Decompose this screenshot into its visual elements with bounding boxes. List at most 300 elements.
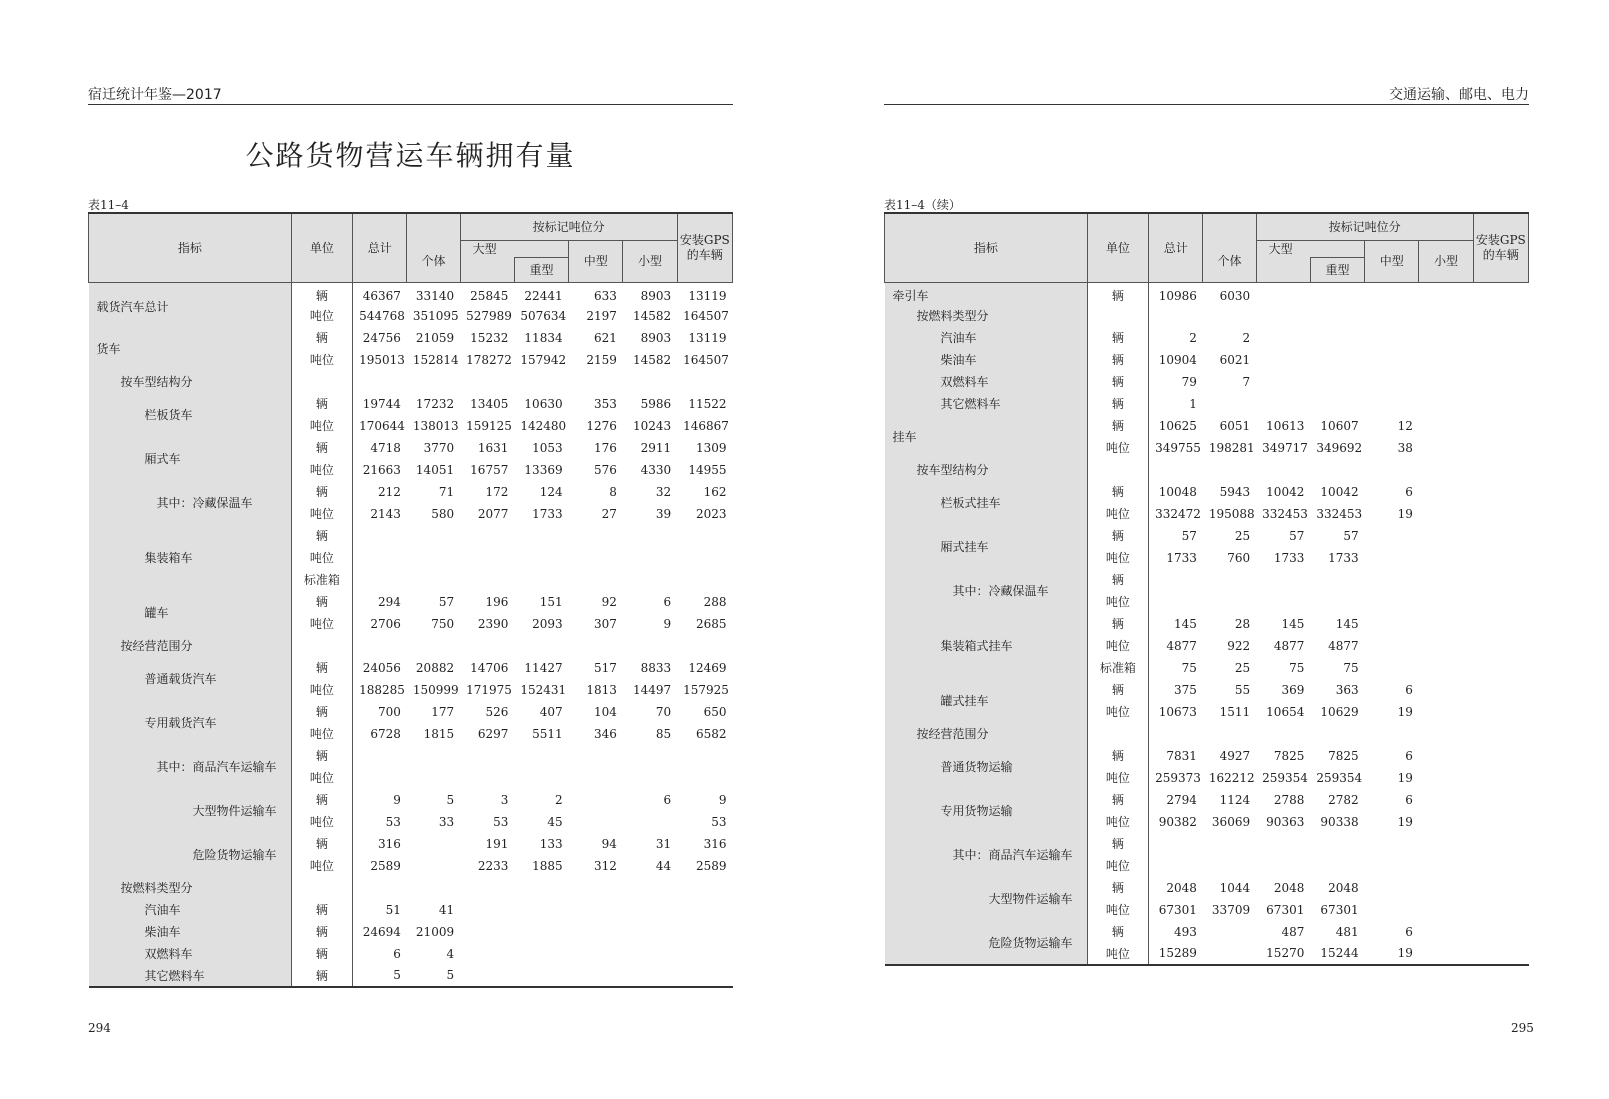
header-unit: 单位: [291, 213, 352, 283]
header-heavy: 重型: [514, 258, 568, 283]
table-row: [89, 745, 733, 767]
unit-cell: 辆: [1087, 569, 1148, 591]
value-cell: 10654: [1266, 704, 1305, 719]
value-cell: [623, 943, 677, 965]
value-cell: 1733: [1166, 550, 1197, 565]
value-cell: 507634: [520, 308, 567, 323]
value-cell: 17232: [415, 396, 455, 411]
value-cell: [1365, 459, 1419, 481]
unit-cell: 吨位: [291, 811, 352, 833]
value-cell: [1419, 635, 1473, 657]
value-cell: [353, 767, 407, 789]
value-cell: 760: [1227, 550, 1251, 565]
value-cell: 11834: [524, 330, 563, 345]
unit-cell: 辆: [291, 745, 352, 767]
value-cell: [353, 745, 407, 767]
value-cell: 2589: [695, 858, 727, 873]
table-row: [885, 921, 1529, 943]
table-row: [885, 327, 1529, 349]
unit-cell: 吨位: [291, 723, 352, 745]
value-cell: 1733: [1328, 550, 1359, 565]
unit-cell: 吨位: [1087, 701, 1148, 723]
value-cell: [623, 371, 677, 393]
value-cell: [407, 569, 460, 591]
value-cell: 576: [593, 462, 617, 477]
value-cell: 53: [711, 814, 727, 829]
value-cell: [1310, 283, 1364, 305]
value-cell: [1419, 283, 1473, 305]
value-cell: 172: [485, 484, 509, 499]
value-cell: 41: [438, 902, 455, 917]
value-cell: [677, 921, 732, 943]
header-individual: 个体: [1203, 241, 1256, 283]
unit-cell: 吨位: [291, 349, 352, 371]
value-cell: [1419, 877, 1473, 899]
table-row: [89, 327, 733, 349]
value-cell: [569, 635, 623, 657]
unit-cell: 辆: [291, 437, 352, 459]
value-cell: 346: [593, 726, 617, 741]
value-cell: 10243: [632, 418, 672, 433]
value-cell: 15289: [1158, 946, 1197, 960]
value-cell: [623, 767, 677, 789]
value-cell: 1124: [1219, 792, 1251, 807]
value-cell: [1419, 525, 1473, 547]
value-cell: 25845: [470, 288, 509, 303]
indicator-cell: 按经营范围分: [89, 635, 292, 657]
table-row: [885, 789, 1529, 811]
value-cell: [353, 635, 407, 657]
table-row: [89, 481, 733, 503]
value-cell: 5511: [532, 726, 563, 741]
value-cell: 57: [1181, 528, 1197, 543]
value-cell: 57: [1289, 528, 1305, 543]
value-cell: [1256, 393, 1310, 415]
table-row: [89, 833, 733, 855]
value-cell: 2794: [1166, 792, 1197, 807]
value-cell: 152814: [412, 352, 459, 367]
unit-cell: 辆: [291, 789, 352, 811]
indicator-cell: 罐式挂车: [885, 679, 1088, 723]
indicator-cell: 汽油车: [885, 327, 1088, 349]
value-cell: 3: [500, 792, 509, 807]
unit-cell: 辆: [1087, 371, 1148, 393]
value-cell: 27: [601, 506, 617, 521]
value-cell: [460, 371, 514, 393]
value-cell: [1473, 547, 1528, 569]
value-cell: 580: [431, 506, 455, 521]
value-cell: [514, 745, 568, 767]
value-cell: [1365, 635, 1419, 657]
header-large: 大型: [1256, 241, 1365, 258]
table-row: [89, 591, 733, 613]
value-cell: [1419, 349, 1473, 371]
value-cell: 4: [446, 946, 455, 961]
unit-cell: 辆: [1087, 921, 1148, 943]
value-cell: 191: [485, 836, 509, 851]
value-cell: [1149, 855, 1203, 877]
value-cell: [1149, 459, 1203, 481]
value-cell: 6: [1405, 748, 1413, 763]
value-cell: 195013: [359, 352, 405, 367]
value-cell: 162: [703, 484, 727, 499]
unit-cell: 辆: [291, 393, 352, 415]
value-cell: 2911: [640, 440, 672, 455]
header-small: 小型: [1419, 241, 1473, 283]
value-cell: [1419, 921, 1473, 943]
value-cell: [460, 525, 514, 547]
value-cell: 19: [1397, 770, 1413, 785]
value-cell: 7825: [1328, 748, 1359, 763]
value-cell: 294: [377, 594, 401, 609]
table-row: [89, 701, 733, 723]
value-cell: 145: [1173, 616, 1197, 631]
value-cell: 5986: [640, 396, 672, 411]
value-cell: 1733: [1273, 550, 1305, 565]
value-cell: [1365, 569, 1419, 591]
value-cell: [1419, 767, 1473, 789]
unit-cell: [291, 371, 352, 393]
value-cell: 2685: [695, 616, 727, 631]
value-cell: 6: [393, 946, 401, 961]
value-cell: [1256, 855, 1310, 877]
value-cell: [1203, 569, 1256, 591]
value-cell: 20882: [415, 660, 455, 675]
unit-cell: 辆: [291, 899, 352, 921]
value-cell: 13119: [688, 288, 727, 303]
value-cell: 2197: [586, 308, 617, 323]
value-cell: 164507: [683, 308, 729, 323]
table-row: [885, 459, 1529, 481]
value-cell: [1473, 327, 1528, 349]
value-cell: 6: [1405, 792, 1413, 807]
indicator-cell: 专用载货汽车: [89, 701, 292, 745]
indicator-cell: 集装箱车: [89, 525, 292, 591]
value-cell: 922: [1227, 638, 1251, 653]
value-cell: [1473, 789, 1528, 811]
value-cell: 151: [539, 594, 563, 609]
indicator-cell: 按经营范围分: [885, 723, 1088, 745]
value-cell: 14706: [470, 660, 509, 675]
value-cell: 288: [703, 594, 727, 609]
unit-cell: 辆: [1087, 789, 1148, 811]
value-cell: [1310, 327, 1364, 349]
value-cell: [460, 899, 514, 921]
unit-cell: 吨位: [291, 547, 352, 569]
table-row: [89, 283, 733, 305]
value-cell: 6021: [1219, 352, 1251, 367]
value-cell: [1310, 569, 1364, 591]
unit-cell: 吨位: [1087, 855, 1148, 877]
value-cell: 8833: [640, 660, 672, 675]
value-cell: [1419, 745, 1473, 767]
value-cell: 4877: [1328, 638, 1359, 653]
value-cell: [1365, 525, 1419, 547]
value-cell: 15232: [470, 330, 509, 345]
value-cell: [1203, 833, 1256, 855]
value-cell: [1419, 437, 1473, 459]
value-cell: [569, 943, 623, 965]
table-row: [885, 349, 1529, 371]
value-cell: 6: [1405, 924, 1413, 939]
value-cell: 70: [655, 704, 672, 719]
value-cell: [407, 877, 460, 899]
value-cell: [1419, 393, 1473, 415]
indicator-cell: 按燃料类型分: [89, 877, 292, 899]
value-cell: [569, 789, 623, 811]
value-cell: [1473, 723, 1528, 745]
value-cell: 53: [385, 814, 401, 829]
value-cell: 124: [539, 484, 563, 499]
value-cell: [677, 635, 732, 657]
table-row: [89, 877, 733, 899]
value-cell: [514, 965, 568, 987]
value-cell: 14582: [632, 308, 672, 323]
value-cell: 25: [1234, 660, 1251, 675]
header-small: 小型: [623, 241, 677, 283]
unit-cell: 吨位: [1087, 767, 1148, 789]
value-cell: 10629: [1320, 704, 1359, 719]
value-cell: [1473, 459, 1528, 481]
value-cell: [407, 833, 460, 855]
value-cell: 188285: [359, 682, 405, 697]
value-cell: 2589: [370, 858, 401, 873]
value-cell: [623, 899, 677, 921]
indicator-cell: 其中：冷藏保温车: [885, 569, 1088, 613]
value-cell: 10630: [524, 396, 563, 411]
value-cell: [1419, 855, 1473, 877]
value-cell: [1473, 635, 1528, 657]
table-row: [885, 723, 1529, 745]
value-cell: [1473, 305, 1528, 327]
value-cell: 4718: [370, 440, 401, 455]
indicator-cell: 普通载货汽车: [89, 657, 292, 701]
value-cell: 19: [1397, 946, 1413, 960]
value-cell: [514, 943, 568, 965]
value-cell: 5: [446, 968, 455, 982]
value-cell: 1813: [586, 682, 617, 697]
value-cell: [569, 547, 623, 569]
value-cell: 1631: [477, 440, 509, 455]
value-cell: [1365, 371, 1419, 393]
value-cell: [1473, 283, 1528, 305]
value-cell: 146867: [683, 418, 729, 433]
value-cell: 700: [377, 704, 401, 719]
value-cell: 22441: [524, 288, 563, 303]
value-cell: [460, 965, 514, 987]
value-cell: 6: [1405, 484, 1413, 499]
value-cell: 1276: [586, 418, 617, 433]
value-cell: [1419, 547, 1473, 569]
unit-cell: 吨位: [291, 679, 352, 701]
value-cell: 6: [663, 594, 672, 609]
value-cell: [1473, 569, 1528, 591]
value-cell: 53: [493, 814, 509, 829]
value-cell: 316: [703, 836, 727, 851]
value-cell: 1309: [695, 440, 727, 455]
value-cell: 21663: [362, 462, 401, 477]
unit-cell: 吨位: [1087, 635, 1148, 657]
table-row: [89, 437, 733, 459]
value-cell: [1419, 723, 1473, 745]
value-cell: [1256, 283, 1310, 305]
value-cell: [1419, 811, 1473, 833]
value-cell: 33140: [415, 288, 455, 303]
value-cell: [569, 811, 623, 833]
header-total: 总计: [1149, 213, 1203, 283]
value-cell: [1419, 679, 1473, 701]
indicator-cell: 集装箱式挂车: [885, 613, 1088, 679]
indicator-cell: 挂车: [885, 415, 1088, 459]
table-row: [885, 569, 1529, 591]
value-cell: 316: [377, 836, 401, 851]
indicator-cell: 危险货物运输车: [89, 833, 292, 877]
value-cell: [460, 635, 514, 657]
value-cell: [1310, 305, 1364, 327]
unit-cell: 辆: [1087, 679, 1148, 701]
value-cell: 5: [393, 968, 401, 982]
unit-cell: 辆: [291, 327, 352, 349]
value-cell: 71: [438, 484, 455, 499]
value-cell: [1419, 657, 1473, 679]
table-body: [885, 283, 1529, 965]
value-cell: [677, 877, 732, 899]
value-cell: [569, 745, 623, 767]
value-cell: [1473, 591, 1528, 613]
value-cell: [353, 525, 407, 547]
value-cell: 152431: [520, 682, 567, 697]
unit-cell: 吨位: [1087, 811, 1148, 833]
value-cell: [677, 767, 732, 789]
header-by-tonnage: 按标记吨位分: [460, 213, 677, 241]
value-cell: 1511: [1219, 704, 1251, 719]
value-cell: 11427: [524, 660, 563, 675]
value-cell: 150999: [412, 682, 459, 697]
table-row: [89, 789, 733, 811]
value-cell: 9: [393, 792, 401, 807]
value-cell: 33: [438, 814, 455, 829]
value-cell: [1419, 591, 1473, 613]
value-cell: [1256, 569, 1310, 591]
table-row: [89, 943, 733, 965]
running-head: 宿迁统计年鉴—2017: [88, 84, 733, 105]
value-cell: [1473, 833, 1528, 855]
value-cell: 142480: [520, 418, 567, 433]
table-row: [885, 305, 1529, 327]
value-cell: 67301: [1320, 902, 1359, 917]
value-cell: 14051: [415, 462, 455, 477]
value-cell: 38: [1397, 440, 1413, 455]
table-row: [89, 899, 733, 921]
value-cell: 8903: [640, 330, 672, 345]
value-cell: 332453: [1316, 506, 1363, 521]
value-cell: [1419, 371, 1473, 393]
value-cell: [1203, 723, 1256, 745]
value-cell: [1419, 613, 1473, 635]
value-cell: [1473, 745, 1528, 767]
value-cell: [514, 547, 568, 569]
value-cell: 332453: [1262, 506, 1308, 521]
value-cell: [569, 371, 623, 393]
unit-cell: 吨位: [291, 305, 352, 327]
table-body: [89, 283, 733, 987]
value-cell: 7: [1242, 374, 1251, 389]
value-cell: [407, 745, 460, 767]
unit-cell: 辆: [291, 965, 352, 987]
value-cell: [353, 371, 407, 393]
value-cell: [1473, 855, 1528, 877]
value-cell: 21009: [415, 924, 455, 939]
value-cell: [1473, 481, 1528, 503]
value-cell: [1365, 613, 1419, 635]
value-cell: [1203, 305, 1256, 327]
value-cell: 12469: [688, 660, 727, 675]
page-number: 294: [88, 1021, 111, 1035]
value-cell: 5: [446, 792, 455, 807]
value-cell: [1310, 459, 1364, 481]
value-cell: [1203, 943, 1256, 965]
value-cell: [460, 745, 514, 767]
unit-cell: [291, 635, 352, 657]
value-cell: [1365, 877, 1419, 899]
indicator-cell: 普通货物运输: [885, 745, 1088, 789]
value-cell: [407, 547, 460, 569]
value-cell: 16757: [470, 462, 509, 477]
value-cell: [1310, 855, 1364, 877]
value-cell: 351095: [412, 308, 459, 323]
table-label: 表11–4: [88, 198, 129, 212]
value-cell: 10904: [1158, 352, 1197, 367]
value-cell: [1310, 833, 1364, 855]
unit-cell: 辆: [1087, 833, 1148, 855]
value-cell: [1365, 547, 1419, 569]
unit-cell: 辆: [291, 657, 352, 679]
value-cell: [1203, 855, 1256, 877]
table-row: [885, 613, 1529, 635]
value-cell: 45: [547, 814, 563, 829]
value-cell: 212: [377, 484, 401, 499]
unit-cell: 吨位: [1087, 591, 1148, 613]
indicator-cell: 大型物件运输车: [89, 789, 292, 833]
value-cell: 46367: [362, 288, 401, 303]
value-cell: 750: [431, 616, 455, 631]
value-cell: 145: [1335, 616, 1359, 631]
value-cell: [1419, 569, 1473, 591]
value-cell: 10042: [1320, 484, 1359, 499]
value-cell: [1473, 811, 1528, 833]
value-cell: [1203, 459, 1256, 481]
value-cell: 493: [1173, 924, 1197, 939]
header-blank: [1203, 213, 1256, 241]
freight-vehicle-table: [88, 212, 733, 988]
table-label: 表11–4（续）: [884, 198, 961, 212]
unit-cell: 辆: [1087, 525, 1148, 547]
value-cell: 8: [609, 484, 617, 499]
indicator-cell: 货车: [89, 327, 292, 371]
unit-cell: 吨位: [291, 503, 352, 525]
value-cell: [623, 569, 677, 591]
value-cell: 24756: [362, 330, 401, 345]
value-cell: [1473, 921, 1528, 943]
value-cell: 32: [655, 484, 672, 499]
table-row: [89, 393, 733, 415]
value-cell: 198281: [1208, 440, 1255, 455]
value-cell: [1419, 943, 1473, 965]
value-cell: 79: [1181, 374, 1197, 389]
value-cell: 2093: [532, 616, 563, 631]
value-cell: [677, 943, 732, 965]
unit-cell: 辆: [1087, 327, 1148, 349]
